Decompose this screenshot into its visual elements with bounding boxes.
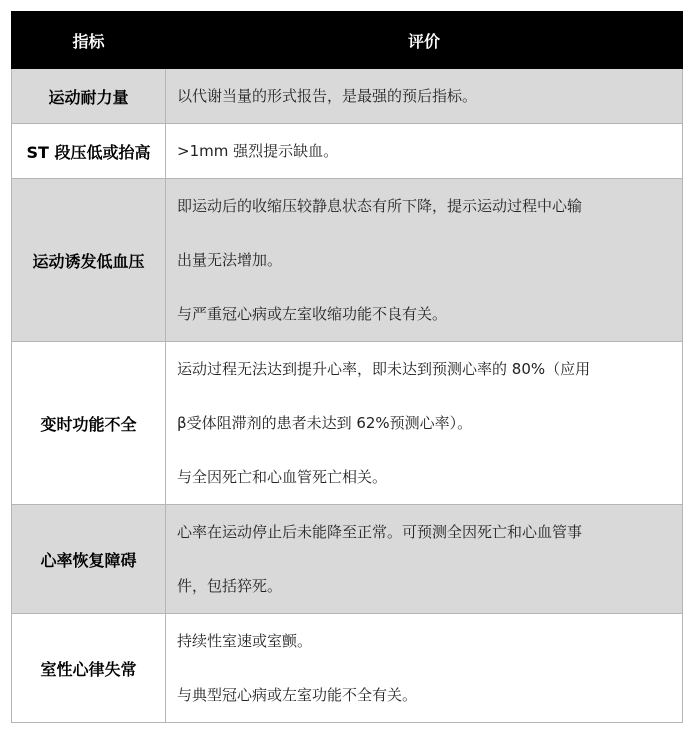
- row-value: [166, 69, 683, 124]
- evaluation-table: [11, 11, 683, 723]
- header-evaluation: 评价: [166, 12, 683, 69]
- value-line: 持续性室速或室颤。: [177, 632, 313, 650]
- row-label: 变时功能不全: [12, 342, 166, 505]
- value-line: 与典型冠心病或左室功能不全有关。: [177, 686, 418, 704]
- row-label: 运动耐力量: [12, 69, 166, 124]
- value-line: 以代谢当量的形式报告，是最强的预后指标。: [177, 87, 478, 105]
- value-line: 与严重冠心病或左室收缩功能不良有关。: [177, 305, 448, 323]
- row-label: ST 段压低或抬高: [12, 124, 166, 179]
- row-label: 心率恢复障碍: [12, 505, 166, 614]
- value-line: 心率在运动停止后未能降至正常。可预测全因死亡和心血管事: [177, 523, 583, 541]
- row-value: [166, 505, 683, 614]
- row-value: [166, 124, 683, 179]
- row-value: [166, 342, 683, 505]
- value-line: 运动过程无法达到提升心率，即未达到预测心率的 80%（应用: [177, 360, 591, 378]
- table-header-row: [12, 12, 683, 69]
- row-value: [166, 179, 683, 342]
- value-line: 出量无法增加。: [177, 251, 283, 269]
- table-row: [12, 614, 683, 723]
- value-line: β受体阻滞剂的患者未达到 62%预测心率）。: [177, 414, 473, 432]
- table-row: [12, 179, 683, 342]
- row-value: [166, 614, 683, 723]
- value-line: 与全因死亡和心血管死亡相关。: [177, 468, 388, 486]
- header-indicator: 指标: [12, 12, 166, 69]
- table-row: [12, 69, 683, 124]
- value-line: >1mm 强烈提示缺血。: [177, 142, 339, 160]
- value-line: 即运动后的收缩压较静息状态有所下降，提示运动过程中心输: [177, 197, 583, 215]
- table-row: [12, 505, 683, 614]
- table-row: [12, 342, 683, 505]
- table-row: [12, 124, 683, 179]
- value-line: 件，包括猝死。: [177, 577, 283, 595]
- row-label: 室性心律失常: [12, 614, 166, 723]
- row-label: 运动诱发低血压: [12, 179, 166, 342]
